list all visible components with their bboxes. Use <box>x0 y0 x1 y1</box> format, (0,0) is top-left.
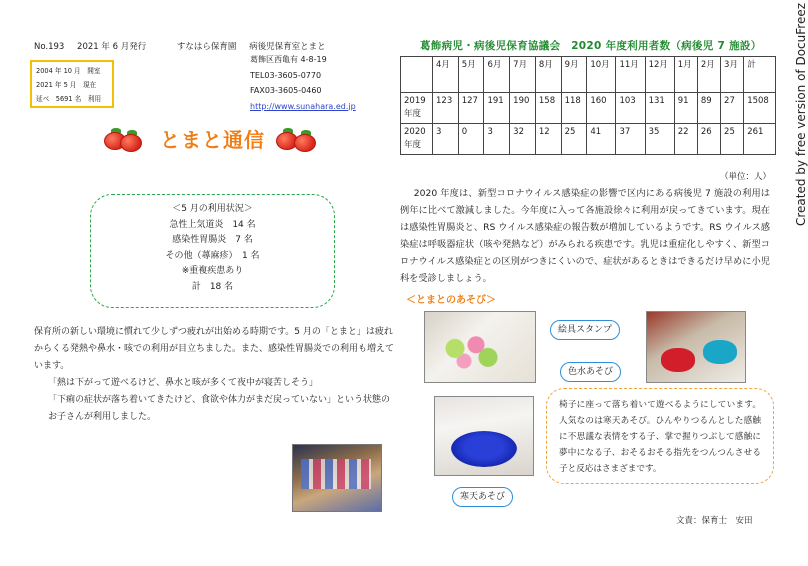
table-cell: 32 <box>510 124 536 155</box>
table-cell: 131 <box>645 93 674 124</box>
column-header: 1月 <box>674 57 697 93</box>
agar-play-label: 寒天あそび <box>452 487 513 507</box>
facility-info-box <box>30 60 114 108</box>
play-description-box: 椅子に座って落ち着いて遊べるようにしています。人気なのは寒天あそび。ひんやりつるんとした感触に不思議な表情をする子、掌で握りつぶして感触に夢中になる子、おそるおそる指先をつんつんさせる子と反応はさまざまです。 <box>546 388 774 484</box>
opened-date: 2004 年 10 月 開室 <box>36 67 101 75</box>
fax-text: FAX03-3605-0460 <box>250 86 322 95</box>
tomato-icon-right <box>276 128 320 154</box>
address-text: 葛飾区西亀有 4-8-19 <box>250 55 327 64</box>
table-cell: 41 <box>587 124 616 155</box>
newsletter-title: とまと通信 <box>160 128 265 152</box>
column-header: 6月 <box>484 57 510 93</box>
table-cell: 103 <box>616 93 645 124</box>
usage-total: 計 18 名 <box>191 281 234 292</box>
agar-play-photo <box>434 396 534 476</box>
issue-date: 2021 年 6 月発行 <box>77 42 147 52</box>
facility-name: 病後児保育室とまと <box>249 42 326 52</box>
usage-item: その他（蕁麻疹） 1 名 <box>165 250 260 261</box>
usage-note: ※重複疾患あり <box>181 266 244 276</box>
quote-1: 「熱は下がって遊べるけど、鼻水と咳が多くて夜中が寝苦しそう」 <box>48 378 319 388</box>
tomato-icon-left <box>104 128 144 154</box>
article-paragraph: 保育所の新しい環境に慣れて少しずつ疲れが出始める時期です。5 月の「とまと」は疲れからくる発熱や鼻水・咳での利用が目立ちました。また、感染性胃腸炎での利用も増えています。 <box>34 327 395 371</box>
usage-stats-table <box>400 56 776 155</box>
table-cell: 127 <box>458 93 484 124</box>
table-unit: （単位：人） <box>720 172 772 182</box>
contact-block <box>250 52 356 114</box>
column-header: 8月 <box>535 57 561 93</box>
issue-header <box>34 40 336 52</box>
table-corner-cell <box>401 57 433 93</box>
column-header: 計 <box>744 57 776 93</box>
right-article <box>400 185 770 287</box>
website-link[interactable]: http://www.sunahara.ed.jp <box>250 101 356 111</box>
usage-item: 急性上気道炎 14 名 <box>169 219 256 230</box>
table-cell: 3 <box>433 124 459 155</box>
table-cell: 1508 <box>744 93 776 124</box>
author-credit: 文責：保育士 安田 <box>676 516 753 526</box>
column-header: 9月 <box>561 57 587 93</box>
play-section-title: ＜とまとのあそび＞ <box>406 295 496 306</box>
table-cell: 191 <box>484 93 510 124</box>
paint-stamp-photo <box>424 311 536 383</box>
table-cell: 25 <box>561 124 587 155</box>
left-article <box>34 324 396 426</box>
row-label: 2020年度 <box>401 124 433 155</box>
table-cell: 3 <box>484 124 510 155</box>
watermark <box>780 2 808 226</box>
column-header: 7月 <box>510 57 536 93</box>
tel-text: TEL03-3605-0770 <box>250 70 322 80</box>
total-users: 延べ 5691 名 利用 <box>36 95 102 103</box>
table-cell: 25 <box>721 124 744 155</box>
column-header: 12月 <box>645 57 674 93</box>
column-header: 10月 <box>587 57 616 93</box>
table-cell: 89 <box>697 93 720 124</box>
quote-2: 「下痢の症状が落ち着いてきたけど、食欲や体力がまだ戻っていない」という状態のお子さんが利用しました。 <box>48 395 391 422</box>
table-row <box>401 93 776 124</box>
monthly-usage-box <box>90 194 335 308</box>
column-header: 3月 <box>721 57 744 93</box>
table-cell: 118 <box>561 93 587 124</box>
playroom-photo <box>292 444 382 512</box>
usage-item: 感染性胃腸炎 7 名 <box>172 235 253 245</box>
table-cell: 158 <box>535 93 561 124</box>
table-row <box>401 124 776 155</box>
color-water-label: 色水あそび <box>560 362 621 382</box>
watermark-text: Created by free version of DocuFreez <box>794 2 808 226</box>
table-header-row <box>401 57 776 93</box>
column-header: 4月 <box>433 57 459 93</box>
table-cell: 35 <box>645 124 674 155</box>
table-cell: 27 <box>721 93 744 124</box>
org-name: すなはら保育園 <box>176 42 237 52</box>
issue-number: No.193 <box>34 42 65 52</box>
table-cell: 160 <box>587 93 616 124</box>
column-header: 11月 <box>616 57 645 93</box>
table-cell: 37 <box>616 124 645 155</box>
column-header: 2月 <box>697 57 720 93</box>
color-water-photo <box>646 311 746 383</box>
as-of-date: 2021 年 5 月 現在 <box>36 81 97 89</box>
column-header: 5月 <box>458 57 484 93</box>
paint-stamp-label: 絵具スタンプ <box>550 320 620 340</box>
table-cell: 12 <box>535 124 561 155</box>
table-cell: 0 <box>458 124 484 155</box>
stats-title: 葛飾病児・病後児保育協議会 2020 年度利用者数（病後児 7 施設） <box>420 40 762 52</box>
table-cell: 261 <box>744 124 776 155</box>
row-label: 2019年度 <box>401 93 433 124</box>
table-cell: 123 <box>433 93 459 124</box>
usage-title: ＜5 月の利用状況＞ <box>172 204 253 214</box>
article-paragraph: 2020 年度は、新型コロナウイルス感染症の影響で区内にある病後児 7 施設の利用は例年に比べて激減しました。今年度に入って各施設徐々に利用が戻ってきています。現在は感染性胃腸炎と、RS ウイルス感染症の報告数が増加しているようです。RS ウイルス感染症は呼吸器症状（咳や発熱など）がみられる疾患です。乳児は重症化しやすく、新型コロナウイルス感染症との区別がつきにくいので、症状があるときはできるだけ早めに小児科を受診しましょう。 <box>400 188 770 284</box>
table-cell: 190 <box>510 93 536 124</box>
table-cell: 26 <box>697 124 720 155</box>
table-cell: 22 <box>674 124 697 155</box>
table-cell: 91 <box>674 93 697 124</box>
